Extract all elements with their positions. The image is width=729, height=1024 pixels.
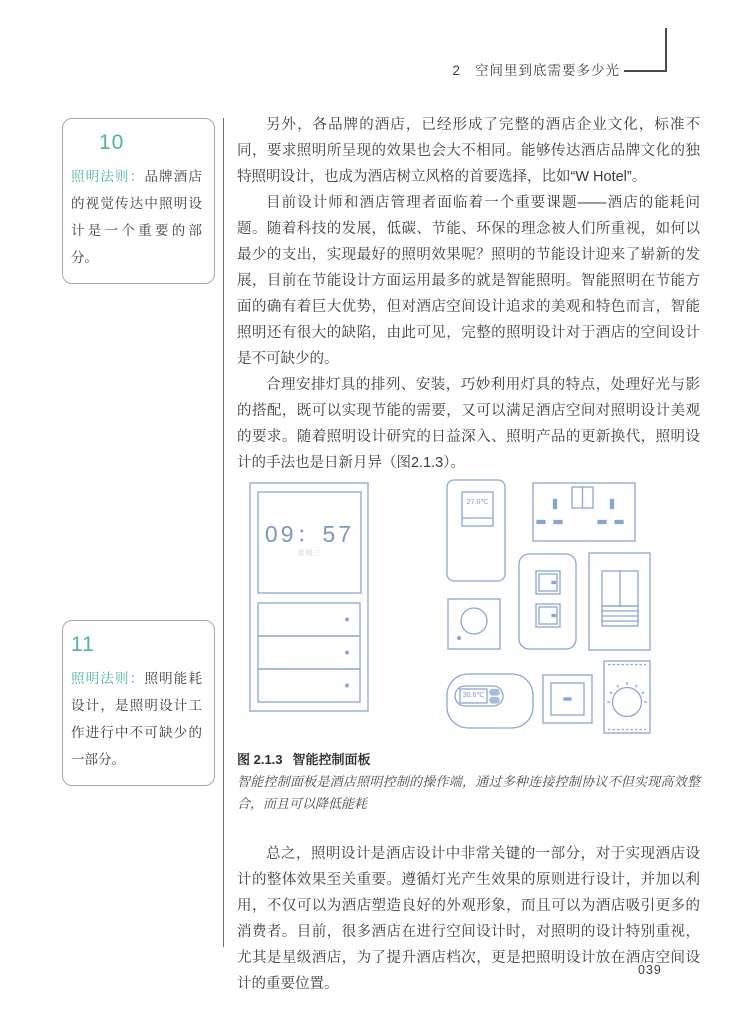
clock-button-1: [258, 603, 360, 636]
main-text-column: [237, 112, 700, 997]
thermostat-readout: 27.0℃: [466, 499, 489, 506]
lighting-rule-card-10: [62, 118, 215, 284]
rule-body: 品牌酒店的视觉传达中照明设计是一个重要的部分。: [71, 169, 202, 265]
rule-label: 照明法则：: [71, 169, 145, 184]
chapter-number: 2: [452, 63, 461, 78]
figure-smart-control-panels: [237, 478, 667, 740]
page-number: 039: [638, 963, 662, 977]
chapter-title: 空间里到底需要多少光: [475, 63, 620, 78]
clock-time-readout: 09：57: [264, 521, 355, 547]
header-bracket-horizontal: [624, 70, 667, 72]
rule-text: [69, 163, 202, 271]
figure-annotation: 智能控制面板是酒店照明控制的操作端，通过多种连接控制协议不但实现高效整合，而且可以降低能耗: [237, 775, 700, 812]
rule-text: [69, 665, 202, 773]
figure-caption-title: 智能控制面板: [292, 752, 371, 767]
running-head: [0, 59, 620, 79]
clock-subtext: 星期三: [297, 550, 322, 557]
column-divider: [223, 118, 224, 947]
dial-panel: [604, 661, 650, 733]
thermostat-panel: [447, 480, 505, 581]
clock-button-3: [258, 669, 360, 702]
socket-panel: [533, 483, 635, 541]
paragraph-4: 总之，照明设计是酒店设计中非常关键的一部分，对于实现酒店设计的整体效果至关重要。遵循灯光产生效果的原则进行设计，并加以利用，不仅可以为酒店塑造良好的外观形象，而且可以为酒店吸引更多的消费者。目前，很多酒店在进行空间设计时，对照明的设计特别重视，尤其是星级酒店，为了提升酒店档次，更是把照明设计放在酒店空间设计的重要位置。: [237, 846, 700, 992]
rule-number: 10: [99, 131, 125, 154]
paragraph-2: 目前设计师和酒店管理者面临着一个重要课题——酒店的能耗问题。随着科技的发展，低碳、节能、环保的理念被人们所重视，如何以最少的支出，实现最好的照明效果呢？照明的节能设计迎来了崭新的发展，目前在节能设计方面运用最多的就是智能照明。智能照明在节能方面的确有着巨大优势，但对酒店空间设计追求的美观和特色而言，智能照明还有很大的缺陷，由此可见，完整的照明设计对于酒店的空间设计是不可缺少的。: [237, 195, 700, 367]
figure-caption: [237, 749, 700, 768]
dimmer-knob: [461, 608, 487, 634]
dimmer-panel: [448, 599, 500, 649]
lighting-rule-card-11: [62, 620, 215, 786]
double-switch-panel: [519, 554, 576, 649]
clock-button-2: [258, 636, 360, 669]
header-bracket-vertical: [665, 28, 667, 72]
paragraph-1: 另外，各品牌的酒店，已经形成了完整的酒店企业文化，标准不同，要求照明所呈现的效果也会大不相同。能够传达酒店品牌文化的独特照明设计，也成为酒店树立风格的首要选择，比如“W Hotel”。: [237, 117, 700, 185]
rule-body: 照明能耗设计，是照明设计工作进行中不可缺少的一部分。: [71, 671, 202, 767]
rule-number: 11: [71, 633, 95, 656]
figure-caption-label: 图 2.1.3: [237, 752, 283, 767]
dial-knob: [613, 688, 642, 717]
oval-thermostat-readout: 30.6℃: [462, 692, 485, 699]
rule-label: 照明法则：: [71, 671, 145, 686]
paragraph-3: 合理安排灯具的排列、安装，巧妙利用灯具的特点，处理好光与影的搭配，既可以实现节能的需要，又可以满足酒店空间对照明设计美观的要求。随着照明设计研究的日益深入、照明产品的更新换代，照明设计的手法也是日新月异（图2.1.3）。: [237, 377, 700, 471]
